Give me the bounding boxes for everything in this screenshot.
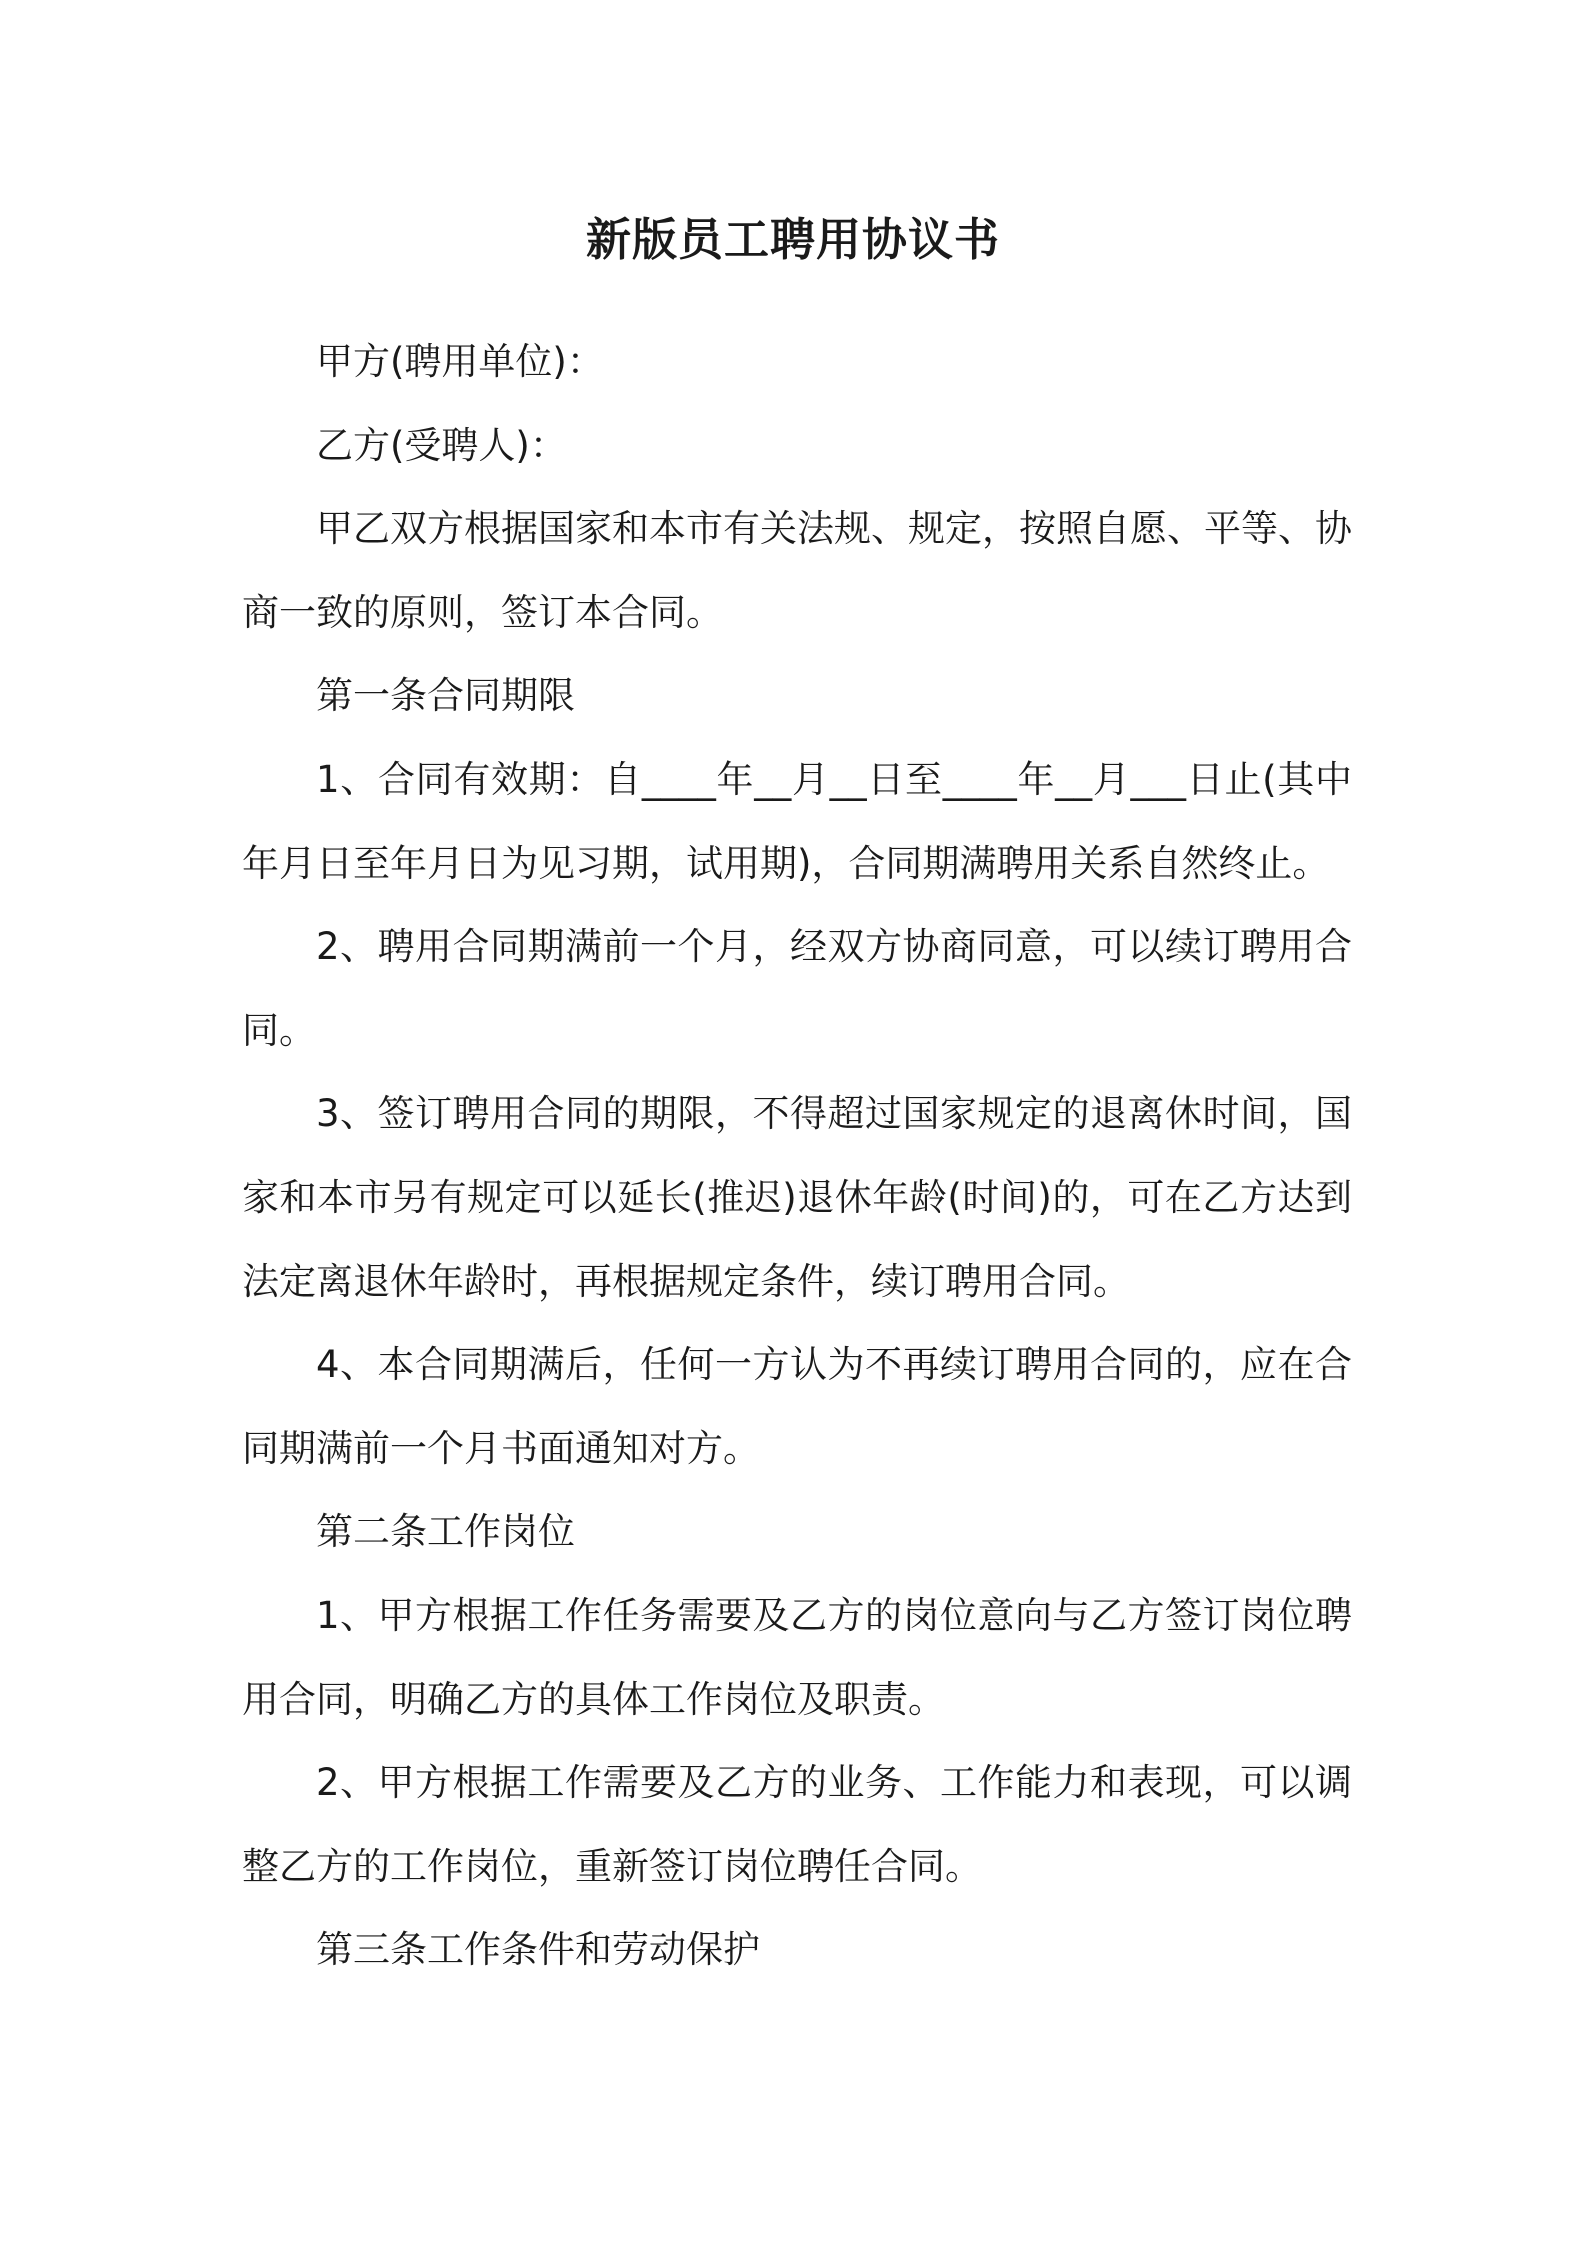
document-body bbox=[242, 320, 1352, 1992]
article-1-clause-4: 4、本合同期满后，任何一方认为不再续订聘用合同的，应在合同期满前一个月书面通知对方。 bbox=[242, 1343, 1352, 1470]
article-1-clause-1: 1、合同有效期：自____年__月__日至____年__月___日止(其中年月日至年月日为见习期，试用期)，合同期满聘用关系自然终止。 bbox=[242, 757, 1352, 885]
article-2-clause-1: 1、甲方根据工作任务需要及乙方的岗位意向与乙方签订岗位聘用合同，明确乙方的具体工作岗位及职责。 bbox=[242, 1593, 1352, 1721]
article-3-heading: 第三条工作条件和劳动保护 bbox=[316, 1928, 760, 1972]
article-1-heading: 第一条合同期限 bbox=[316, 674, 575, 718]
article-2-heading: 第二条工作岗位 bbox=[316, 1510, 575, 1554]
document-title: 新版员工聘用协议书 bbox=[585, 213, 1000, 266]
article-1-clause-2: 2、聘用合同期满前一个月，经双方协商同意，可以续订聘用合同。 bbox=[242, 925, 1352, 1052]
preamble-paragraph: 甲乙双方根据国家和本市有关法规、规定，按照自愿、平等、协商一致的原则，签订本合同。 bbox=[242, 507, 1352, 634]
party-b-line: 乙方(受聘人)： bbox=[316, 423, 567, 467]
article-1-clause-3: 3、签订聘用合同的期限，不得超过国家规定的退离休时间，国家和本市另有规定可以延长(推迟)退休年龄(时间)的，可在乙方达到法定离退休年龄时，再根据规定条件，续订聘用合同。 bbox=[242, 1092, 1352, 1303]
article-2-clause-2: 2、甲方根据工作需要及乙方的业务、工作能力和表现，可以调整乙方的工作岗位，重新签订岗位聘任合同。 bbox=[242, 1761, 1352, 1888]
party-a-line: 甲方(聘用单位)： bbox=[316, 340, 604, 383]
